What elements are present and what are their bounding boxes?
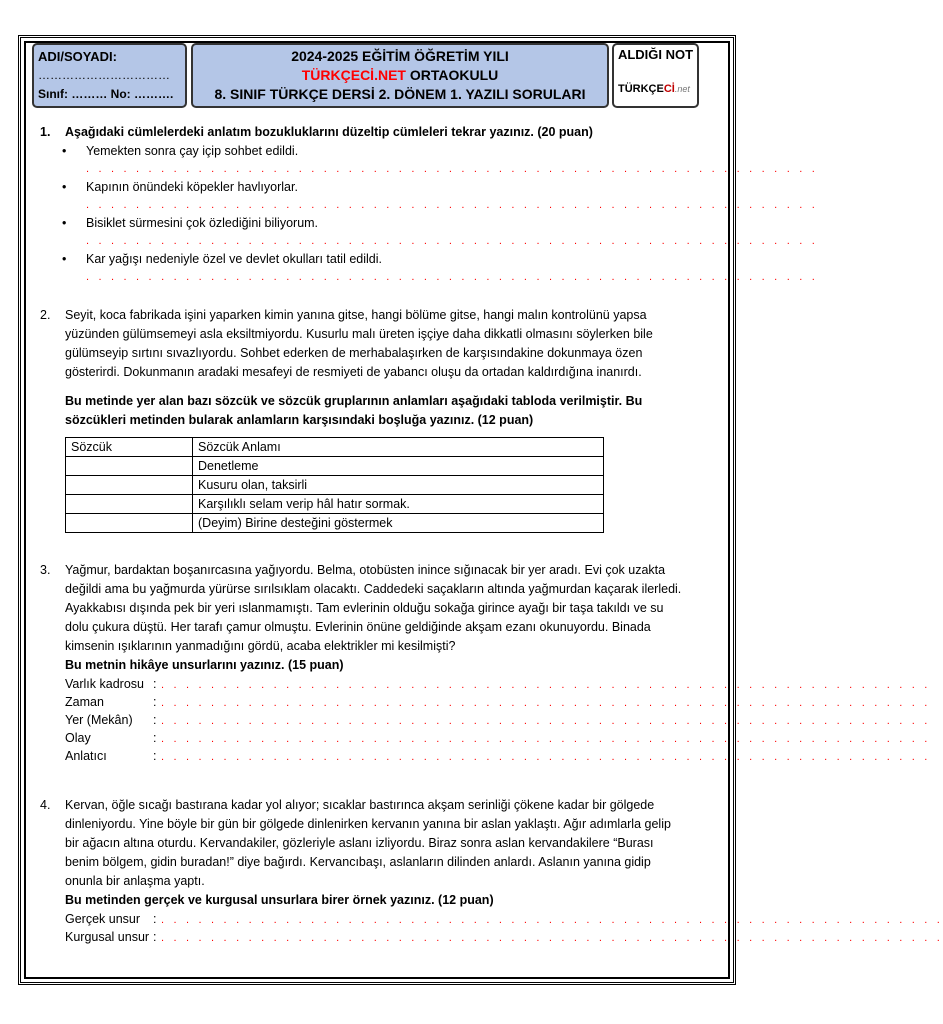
- list-item: • Bisiklet sürmesini çok özlediğini biliyorum.: [62, 216, 319, 230]
- field-row[interactable]: Anlatıcı : . . . . . . . . . . . . . . . . . . . . . . . . . . . . . . . . . . . . . . . . . . . . . . . . . . . . . . . . . . . . . .: [65, 749, 931, 763]
- word-meaning-table: [65, 437, 604, 533]
- student-info-box: [32, 43, 187, 108]
- answer-line[interactable]: . . . . . . . . . . . . . . . . . . . . . . . . . . . . . . . . . . . . . . . . . . . . . . . . . . . . . . . . . . .: [86, 163, 818, 175]
- question-prompt: Bu metnin hikâye unsurlarını yazınız. (15 puan): [65, 658, 344, 672]
- question-number: 4.: [40, 798, 51, 812]
- column-header: Sözcük Anlamı: [193, 438, 604, 457]
- exam-title-box: [191, 43, 609, 108]
- field-row[interactable]: Olay : . . . . . . . . . . . . . . . . . . . . . . . . . . . . . . . . . . . . . . . . . . . . . . . . . . . . . . . . . . . . . .: [65, 731, 931, 745]
- table-row: [66, 476, 604, 495]
- class-number-label[interactable]: Sınıf: ……… No: ……….: [38, 87, 174, 101]
- question-number: 1.: [40, 125, 51, 139]
- question-1: [40, 123, 818, 286]
- table-row: [66, 457, 604, 476]
- answer-line[interactable]: . . . . . . . . . . . . . . . . . . . . . . . . . . . . . . . . . . . . . . . . . . . . . . . . . . . . . . . . . . .: [86, 235, 818, 247]
- school-brand: TÜRKÇECİ.NET: [301, 67, 406, 83]
- question-prompt: Aşağıdaki cümlelerdeki anlatım bozukluklarını düzeltip cümleleri tekrar yazınız. (20 puan): [65, 125, 593, 139]
- question-2: [40, 306, 685, 430]
- name-label: ADI/SOYADI:: [38, 49, 117, 64]
- table-row: [66, 495, 604, 514]
- academic-year-title: 2024-2025 EĞİTİM ÖĞRETİM YILI: [291, 48, 509, 64]
- school-name: [193, 66, 607, 85]
- name-dots[interactable]: ……………………………: [38, 68, 170, 82]
- list-item: • Kapının önündeki köpekler havlıyorlar.: [62, 180, 298, 194]
- question-number: 2.: [40, 308, 51, 322]
- field-row[interactable]: Kurgusal unsur : . . . . . . . . . . . . . . . . . . . . . . . . . . . . . . . . . . . . . . . . . . . . . . . . . . . . . . . . . . . . . . .: [65, 930, 943, 944]
- answer-line[interactable]: . . . . . . . . . . . . . . . . . . . . . . . . . . . . . . . . . . . . . . . . . . . . . . . . . . . . . . . . . . .: [86, 271, 818, 283]
- question-4: [40, 796, 943, 946]
- grade-box[interactable]: [612, 43, 699, 108]
- question-prompt: Bu metinden gerçek ve kurgusal unsurlara birer örnek yazınız. (12 puan): [65, 893, 494, 907]
- meaning-cell: Kusuru olan, taksirli: [193, 476, 604, 495]
- question-prompt: Bu metinde yer alan bazı sözcük ve sözcük gruplarının anlamları aşağıdaki tabloda verilmiştir. Bu sözcükleri metinden bularak anlamların karşısındaki boşluğa yazınız. (12 puan): [65, 394, 643, 427]
- question-3: [40, 561, 931, 765]
- passage-text: Yağmur, bardaktan boşanırcasına yağıyordu. Belma, otobüsten inince sığınacak bir yer aradı. Evi çok uzakta değildi ama bu yağmurda yürürse sırılsıklam olacaktı. Caddedeki saçakların altında yağmurdan kaçarak ilerledi. Ayakkabısı dışında pek bir yeri ıslanmamıştı. Tam evlerinin olduğu sokağa girince ayağı bir taşa takıldı ve su dolu çukura düştü. Her tarafı çamur olmuştu. Evlerinin önüne geldiğinde akşam ezanı okunuyordu. Binada kimsenin ışıklarının yanmadığını gördü, acaba elektrikler mi kesilmişti?: [65, 563, 682, 653]
- meaning-cell: Denetleme: [193, 457, 604, 476]
- passage-text: Seyit, koca fabrikada işini yaparken kimin yanına gitse, hangi bölüme gitse, hangi malın kontrolünü yapsa yüzünden gülümsemeyi asla eksiltmiyordu. Kusurlu malı üreten işçiye daha dikkatli olmasını söylerken bile gülümseyip sırtını sıvazlıyordu. Sohbet ederken de merhabalaşırken de karşısındakine dokunmaya özen gösterirdi. Dokunmanın aradaki mesafeyi de resmiyeti de yabancı oluşu da ortadan kaldırdığına inanırdı.: [65, 308, 653, 379]
- meaning-cell: Karşılıklı selam verip hâl hatır sormak.: [193, 495, 604, 514]
- question-number: 3.: [40, 563, 51, 577]
- site-logo: TÜRKÇECİ.net: [618, 83, 690, 95]
- passage-text: Kervan, öğle sıcağı bastırana kadar yol alıyor; sıcaklar bastırınca akşam serinliği çökene kadar bir gölgede dinleniyordu. Yine böyle bir gün bir gölgede dinlenirken kervanın yanına bir aslan yaklaştı. Ağır adımlarla gelip bir ağacın altına oturdu. Kervandakiler, gözleriyle aslanı izliyordu. Biraz sonra aslan kervandakilere “Burası benim bölgem, gidin buradan!” diye bağırdı. Kervancıbaşı, aslanların dilinden anlardı. Aslanın yanına gidip onunla bir anlaşma yaptı.: [65, 798, 671, 888]
- list-item: • Yemekten sonra çay içip sohbet edildi.: [62, 144, 299, 158]
- answer-line[interactable]: . . . . . . . . . . . . . . . . . . . . . . . . . . . . . . . . . . . . . . . . . . . . . . . . . . . . . . . . . . .: [86, 199, 818, 211]
- field-row[interactable]: Zaman : . . . . . . . . . . . . . . . . . . . . . . . . . . . . . . . . . . . . . . . . . . . . . . . . . . . . . . . . . . . . . .: [65, 695, 931, 709]
- fact-fiction-fields: [65, 910, 943, 946]
- table-row: [66, 514, 604, 533]
- answer-cell[interactable]: [66, 514, 193, 533]
- school-suffix: ORTAOKULU: [405, 67, 499, 83]
- column-header: Sözcük: [66, 438, 193, 457]
- answer-cell[interactable]: [66, 476, 193, 495]
- table-header-row: [66, 438, 604, 457]
- answer-cell[interactable]: [66, 457, 193, 476]
- list-item: • Kar yağışı nedeniyle özel ve devlet okulları tatil edildi.: [62, 252, 382, 266]
- answer-cell[interactable]: [66, 495, 193, 514]
- field-row[interactable]: Varlık kadrosu : . . . . . . . . . . . . . . . . . . . . . . . . . . . . . . . . . . . . . . . . . . . . . . . . . . . . . . . . . . . . . .: [65, 677, 931, 691]
- field-row[interactable]: Gerçek unsur : . . . . . . . . . . . . . . . . . . . . . . . . . . . . . . . . . . . . . . . . . . . . . . . . . . . . . . . . . . . . . . .: [65, 912, 943, 926]
- story-elements: [65, 675, 931, 765]
- exam-subtitle: 8. SINIF TÜRKÇE DERSİ 2. DÖNEM 1. YAZILI SORULARI: [214, 86, 586, 102]
- grade-label: ALDIĞI NOT: [617, 47, 694, 62]
- field-row[interactable]: Yer (Mekân) : . . . . . . . . . . . . . . . . . . . . . . . . . . . . . . . . . . . . . . . . . . . . . . . . . . . . . . . . . . . . . .: [65, 713, 931, 727]
- meaning-cell: (Deyim) Birine desteğini göstermek: [193, 514, 604, 533]
